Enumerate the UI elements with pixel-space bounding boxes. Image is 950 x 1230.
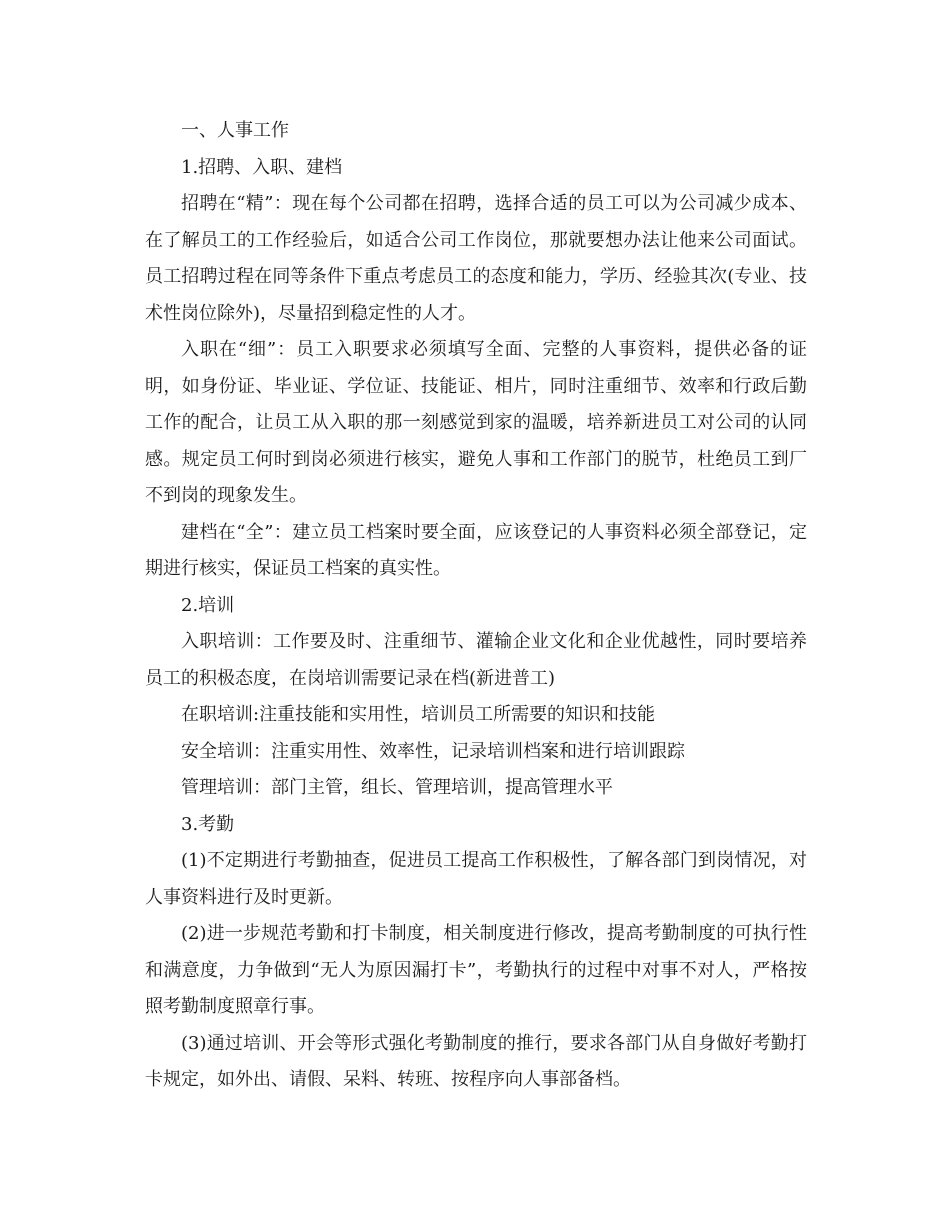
section-heading-personnel-work: 一、人事工作 xyxy=(181,120,289,141)
subheading-training: 2.培训 xyxy=(181,594,235,616)
paragraph-management-training: 管理培训：部门主管，组长、管理培训，提高管理水平 xyxy=(181,777,613,798)
paragraph-attendance-1: (1)不定期进行考勤抽查，促进员工提高工作积极性，了解各部门到岗情况，对人事资料进行及时更新。 xyxy=(145,850,807,908)
paragraph-filing: 建档在“全”：建立员工档案时要全面，应该登记的人事资料必须全部登记，定期进行核实，保证员工档案的真实性。 xyxy=(145,521,807,579)
paragraph-induction-training: 入职培训：工作要及时、注重细节、灌输企业文化和企业优越性，同时要培养员工的积极态度，在岗培训需要记录在档(新进普工) xyxy=(145,631,807,689)
subheading-attendance: 3.考勤 xyxy=(181,813,235,835)
paragraph-safety-training: 安全培训：注重实用性、效率性，记录培训档案和进行培训跟踪 xyxy=(181,740,685,762)
document-body xyxy=(145,113,807,1099)
subheading-recruitment: 1.招聘、入职、建档 xyxy=(181,156,343,178)
paragraph-onboarding: 入职在“细”：员工入职要求必须填写全面、完整的人事资料，提供必备的证明，如身份证、毕业证、学位证、技能证、相片，同时注重细节、效率和行政后勤工作的配合，让员工从入职的那一刻感觉到家的温暖，培养新进员工对公司的认同感。规定员工何时到岗必须进行核实，避免人事和工作部门的脱节，杜绝员工到厂不到岗的现象发生。 xyxy=(145,339,807,506)
paragraph-recruitment: 招聘在“精”：现在每个公司都在招聘，选择合适的员工可以为公司减少成本、在了解员工的工作经验后，如适合公司工作岗位，那就要想办法让他来公司面试。员工招聘过程在同等条件下重点考虑员工的态度和能力，学历、经验其次(专业、技术性岗位除外)，尽量招到稳定性的人才。 xyxy=(145,193,807,324)
paragraph-on-job-training: 在职培训:注重技能和实用性，培训员工所需要的知识和技能 xyxy=(181,704,656,725)
paragraph-attendance-2: (2)进一步规范考勤和打卡制度，相关制度进行修改，提高考勤制度的可执行性和满意度，力争做到“无人为原因漏打卡”，考勤执行的过程中对事不对人，严格按照考勤制度照章行事。 xyxy=(145,923,807,1017)
paragraph-attendance-3: (3)通过培训、开会等形式强化考勤制度的推行，要求各部门从自身做好考勤打卡规定，如外出、请假、呆料、转班、按程序向人事部备档。 xyxy=(145,1032,807,1090)
